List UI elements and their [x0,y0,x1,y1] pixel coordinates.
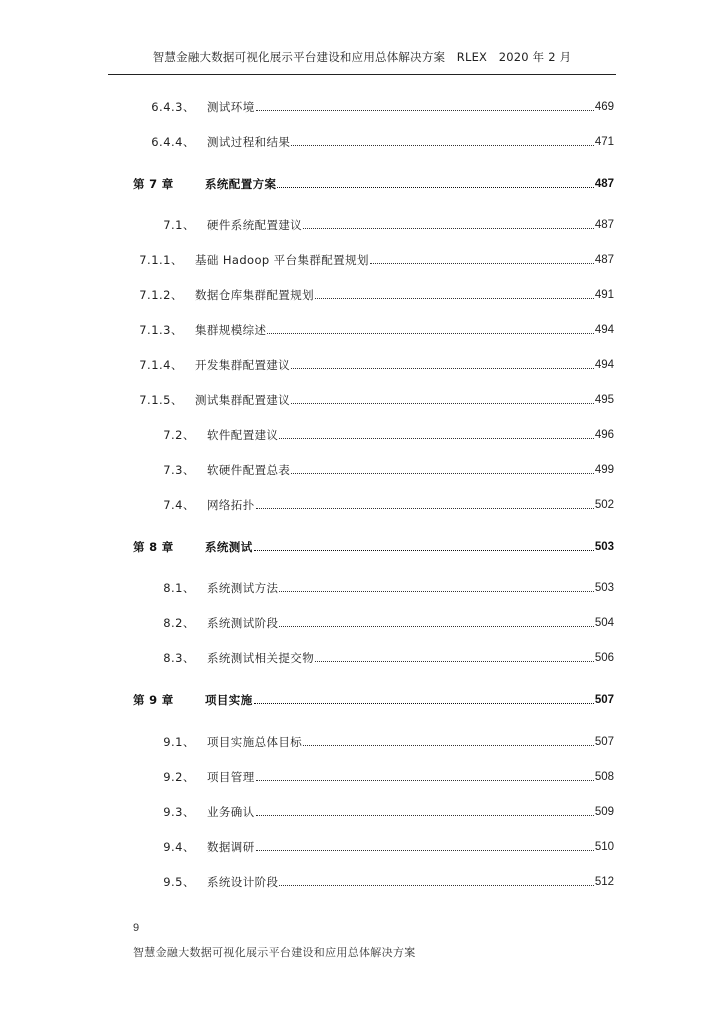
toc-dot-leader [256,110,594,111]
toc-entry-page-number: 512 [594,876,614,888]
toc-entry[interactable] [133,732,614,750]
toc-entry-title: 系统测试方法 [207,581,279,595]
toc-entry-number: 9.1、 [163,735,195,749]
toc-entry[interactable] [133,285,614,303]
toc-entry-number: 7.1.5、 [139,393,183,407]
toc-entry-number: 第 9 章 [133,693,174,707]
toc-entry-page-number: 504 [594,617,614,629]
toc-entry-page-number: 491 [594,289,614,301]
toc-entry-page-number: 471 [594,136,614,148]
toc-dot-leader [267,333,593,334]
toc-dot-leader [370,263,594,264]
toc-entry-number: 7.2、 [163,428,195,442]
toc-dot-leader [256,815,594,816]
toc-entry-number: 6.4.4、 [151,135,195,149]
toc-entry-number: 8.2、 [163,616,195,630]
toc-entry-number: 7.3、 [163,463,195,477]
footer-page-number: 9 [133,922,140,934]
toc-dot-leader [254,550,594,551]
toc-dot-leader [254,703,594,704]
toc-entry-title: 项目管理 [207,770,255,784]
toc-entry-page-number: 496 [594,429,614,441]
toc-entry-title: 测试环境 [207,100,255,114]
toc-dot-leader [279,591,593,592]
toc-entry-number: 7.1.3、 [139,323,183,337]
toc-entry-number: 7.1.1、 [139,253,183,267]
toc-entry-number: 7.1、 [163,218,195,232]
toc-entry-number: 9.3、 [163,805,195,819]
toc-entry-title: 系统测试 [205,540,253,554]
toc-chapter-entry[interactable] [133,537,614,555]
toc-entry[interactable] [133,872,614,890]
toc-dot-leader [291,368,594,369]
toc-entry-title: 开发集群配置建议 [195,358,291,372]
toc-entry-page-number: 507 [594,694,614,706]
toc-entry-title: 项目实施总体目标 [207,735,303,749]
toc-entry-number: 7.1.4、 [139,358,183,372]
toc-entry-title: 测试集群配置建议 [195,393,291,407]
toc-entry-number: 第 7 章 [133,177,174,191]
toc-dot-leader [279,626,593,627]
toc-entry[interactable] [133,613,614,631]
toc-entry-page-number: 509 [594,806,614,818]
toc-dot-leader [256,850,594,851]
toc-entry-title: 项目实施 [205,693,253,707]
toc-entry[interactable] [133,767,614,785]
toc-entry-page-number: 495 [594,394,614,406]
toc-entry-title: 软件配置建议 [207,428,279,442]
toc-entry-page-number: 494 [594,324,614,336]
toc-dot-leader [291,403,594,404]
toc-entry[interactable] [133,132,614,150]
toc-entry-title: 基础 Hadoop 平台集群配置规划 [195,253,369,267]
toc-dot-leader [291,145,594,146]
toc-entry-page-number: 494 [594,359,614,371]
toc-dot-leader [315,298,594,299]
toc-entry[interactable] [133,578,614,596]
toc-entry-page-number: 487 [594,254,614,266]
toc-dot-leader [277,187,593,188]
toc-entry[interactable] [133,648,614,666]
toc-dot-leader [315,661,594,662]
toc-entry-page-number: 487 [594,219,614,231]
toc-entry-page-number: 499 [594,464,614,476]
toc-entry[interactable] [133,97,614,115]
toc-entry[interactable] [133,355,614,373]
toc-entry-number: 第 8 章 [133,540,174,554]
toc-entry-page-number: 502 [594,499,614,511]
toc-dot-leader [303,228,594,229]
toc-entry-number: 7.4、 [163,498,195,512]
toc-entry-page-number: 508 [594,771,614,783]
toc-entry-title: 网络拓扑 [207,498,255,512]
toc-entry-title: 系统设计阶段 [207,875,279,889]
toc-entry-title: 系统测试阶段 [207,616,279,630]
toc-dot-leader [291,473,594,474]
toc-entry-title: 硬件系统配置建议 [207,218,303,232]
toc-entry-page-number: 507 [594,736,614,748]
toc-chapter-entry[interactable] [133,690,614,708]
toc-entry-title: 软硬件配置总表 [207,463,291,477]
toc-entry[interactable] [133,215,614,233]
toc-entry-number: 9.5、 [163,875,195,889]
toc-entry-page-number: 469 [594,101,614,113]
toc-entry-page-number: 503 [594,582,614,594]
header-title: 智慧金融大数据可视化展示平台建设和应用总体解决方案 [152,50,446,64]
toc-dot-leader [256,508,594,509]
toc-entry[interactable] [133,320,614,338]
footer-document-title: 智慧金融大数据可视化展示平台建设和应用总体解决方案 [133,946,416,959]
toc-entry-page-number: 487 [594,178,614,190]
header-tag: RLEX [456,50,488,64]
toc-entry-page-number: 503 [594,541,614,553]
toc-dot-leader [279,438,593,439]
toc-entry-title: 测试过程和结果 [207,135,291,149]
toc-entry[interactable] [133,425,614,443]
header-date: 2020 年 2 月 [498,50,572,64]
toc-dot-leader [256,780,594,781]
toc-entry[interactable] [133,390,614,408]
toc-entry-title: 数据仓库集群配置规划 [195,288,314,302]
toc-entry-number: 9.4、 [163,840,195,854]
toc-entry-number: 9.2、 [163,770,195,784]
toc-entry-title: 业务确认 [207,805,255,819]
toc-entry[interactable] [133,495,614,513]
toc-chapter-entry[interactable] [133,174,614,192]
toc-entry[interactable] [133,802,614,820]
toc-entry-page-number: 510 [594,841,614,853]
toc-entry[interactable] [133,250,614,268]
toc-entry-number: 8.1、 [163,581,195,595]
toc-entry[interactable] [133,460,614,478]
toc-entry-number: 7.1.2、 [139,288,183,302]
toc-dot-leader [279,885,593,886]
toc-entry-number: 6.4.3、 [151,100,195,114]
toc-entry-title: 系统测试相关提交物 [207,651,315,665]
toc-entry-page-number: 506 [594,652,614,664]
toc-entry-title: 数据调研 [207,840,255,854]
toc-entry[interactable] [133,837,614,855]
table-of-contents [133,0,614,900]
toc-entry-number: 8.3、 [163,651,195,665]
toc-entry-title: 系统配置方案 [205,177,277,191]
toc-entry-title: 集群规模综述 [195,323,267,337]
toc-dot-leader [303,745,594,746]
